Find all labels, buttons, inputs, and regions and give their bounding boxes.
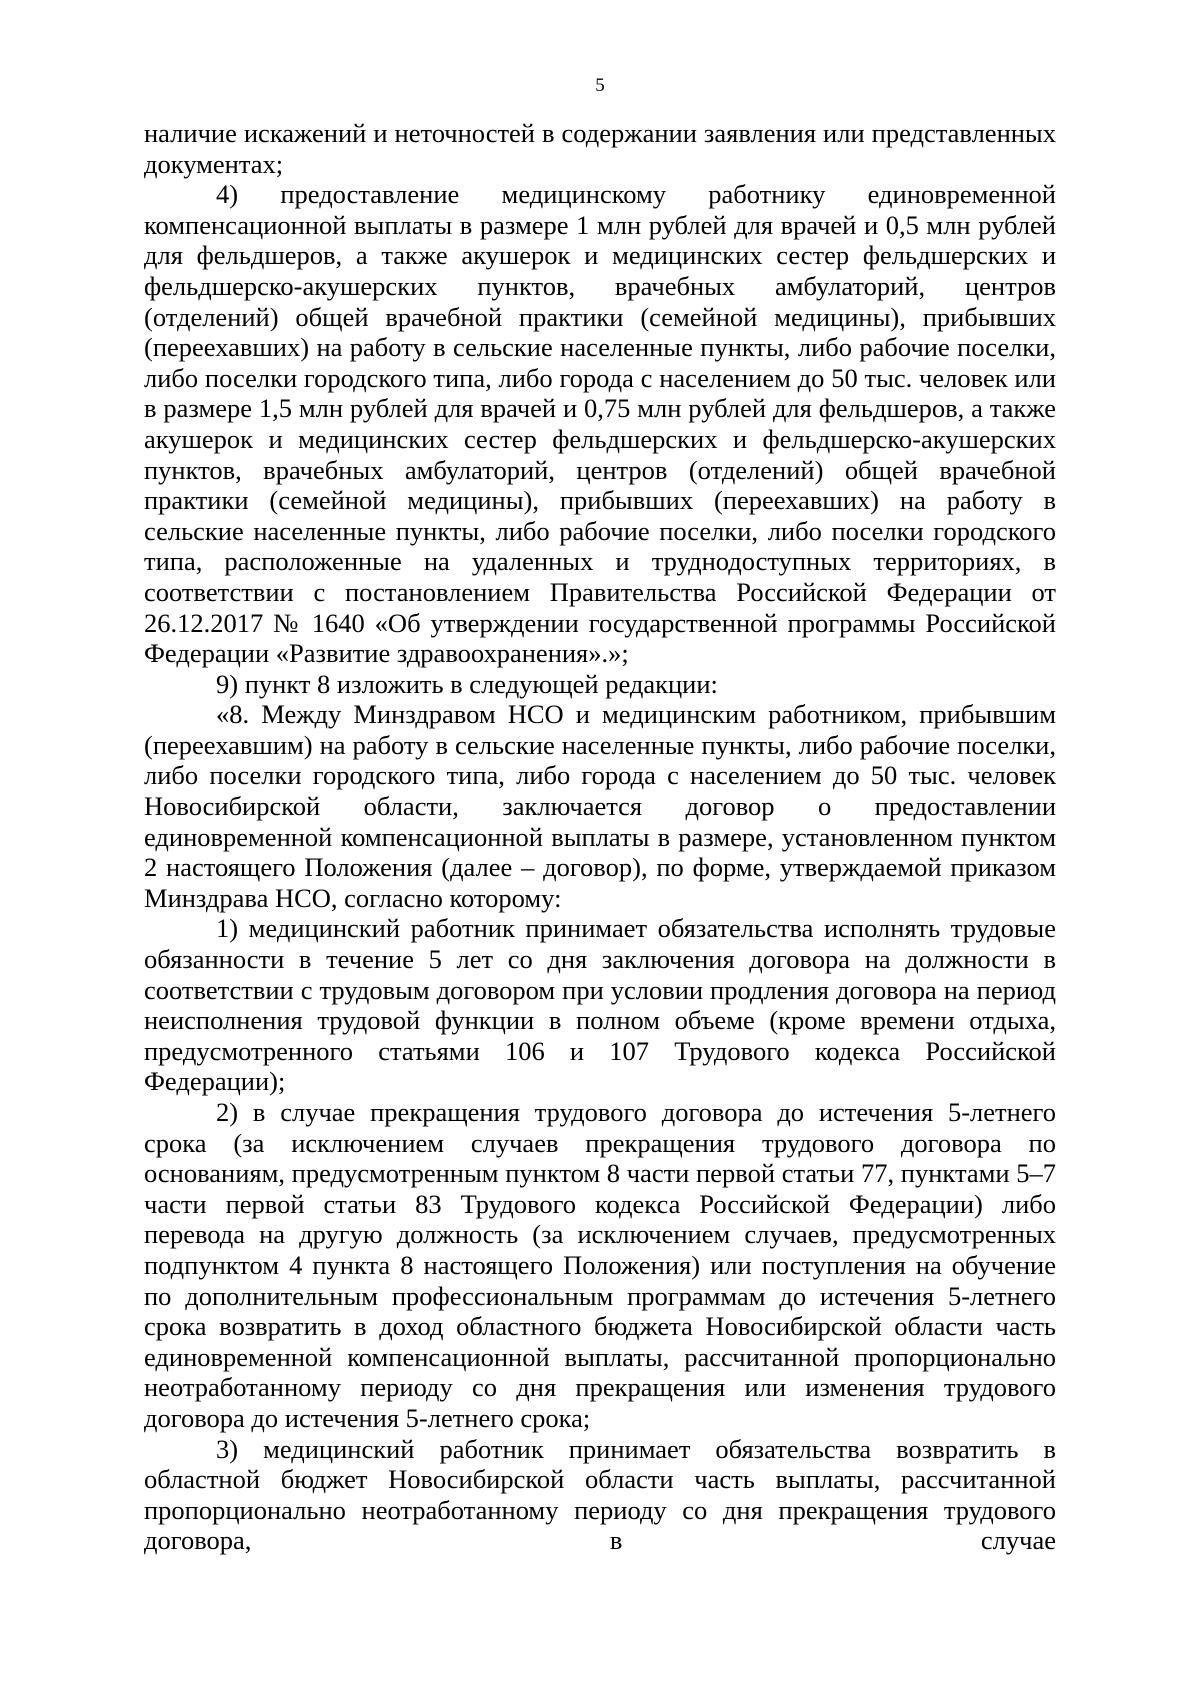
paragraph-item-9-amendment: 9) пункт 8 изложить в следующей редакции: — [216, 668, 718, 699]
paragraph-subitem-1: 1) медицинский работник принимает обязательства исполнять трудовые обязанности в течение 5 лет со дня заключения договора на должности в соответствии с трудовым договором при условии продления договора на период неисполнения трудовой функции в полном объеме (кроме времени отдыха, предусмотренного статьями 106 и 107 Трудового кодекса Российской Федерации); — [144, 913, 1056, 1097]
page-number: 5 — [595, 75, 605, 96]
paragraph-clause-8: «8. Между Минздравом НСО и медицинским работником, прибывшим (переехавшим) на работу в сельские населенные пункты, либо рабочие поселки, либо поселки городского типа, либо города с населением до 50 тыс. человек Новосибирской области, заключается договор о предоставлении единовременной компенсационной выплаты в размере, установленном пунктом 2 настоящего Положения (далее – договор), по форме, утверждаемой приказом Минздрава НСО, согласно которому: — [144, 699, 1056, 913]
paragraph-subitem-3: 3) медицинский работник принимает обязательства возвратить в областной бюджет Новосибирской области часть выплаты, рассчитанной пропорционально неотработанному периоду со дня прекращения трудового договора, в случае — [144, 1433, 1056, 1556]
paragraph-item-4-compensation: 4) предоставление медицинскому работнику единовременной компенсационной выплаты в размере 1 млн рублей для врачей и 0,5 млн рублей для фельдшеров, а также акушерок и медицинских сестер фельдшерских и фельдшерско-акушерских пунктов, врачебных амбулаторий, центров (отделений) общей врачебной практики (семейной медицины), прибывших (переехавших) на работу в сельские населенные пункты, либо рабочие поселки, либо поселки городского типа, либо города с населением до 50 тыс. человек или в размере 1,5 млн рублей для врачей и 0,75 млн рублей для фельдшеров, а также акушерок и медицинских сестер фельдшерских и фельдшерско-акушерских пунктов, врачебных амбулаторий, центров (отделений) общей врачебной практики (семейной медицины), прибывших (переехавших) на работу в сельские населенные пункты, либо рабочие поселки, либо поселки городского типа, расположенные на удаленных и труднодоступных территориях, в соответствии с постановлением Правительства Российской Федерации от 26.12.2017 № 1640 «Об утверждении государственной программы Российской Федерации «Развитие здравоохранения».»; — [144, 179, 1056, 669]
paragraph-documents-distortion: наличие искажений и неточностей в содержании заявления или представленных документах; — [144, 118, 1056, 179]
document-body — [144, 118, 1056, 1556]
paragraph-subitem-2: 2) в случае прекращения трудового договора до истечения 5-летнего срока (за исключением случаев прекращения трудового договора по основаниям, предусмотренным пунктом 8 части первой статьи 77, пунктами 5–7 части первой статьи 83 Трудового кодекса Российской Федерации) либо перевода на другую должность (за исключением случаев, предусмотренных подпунктом 4 пункта 8 настоящего Положения) или поступления на обучение по дополнительным профессиональным программам до истечения 5-летнего срока возвратить в доход областного бюджета Новосибирской области часть единовременной компенсационной выплаты, рассчитанной пропорционально неотработанному периоду со дня прекращения или изменения трудового договора до истечения 5-летнего срока; — [144, 1097, 1056, 1433]
